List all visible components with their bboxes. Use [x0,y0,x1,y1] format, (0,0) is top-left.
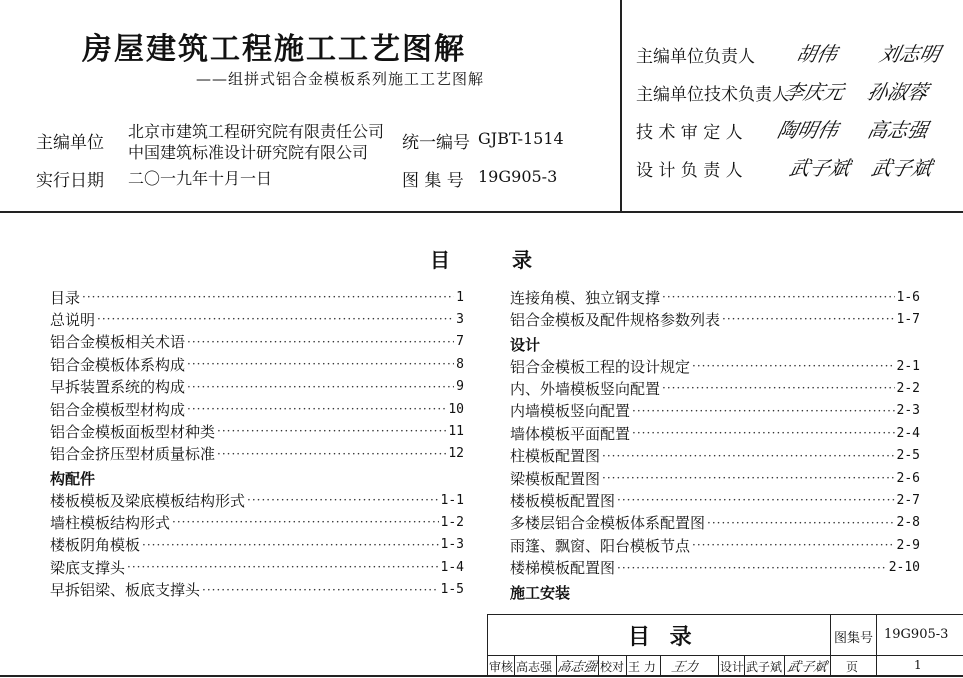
toc-leader-dots [722,312,895,326]
toc-entry-title: 梁模板配置图 [510,469,601,488]
header-divider [620,0,622,212]
toc-heading-left: 目 [430,248,450,272]
page-label: 页 [846,660,859,674]
toc-entry-page: 1-7 [896,311,920,327]
title-block-atlas-value: 19G905-3 [884,627,949,642]
toc-entry-title: 楼板模板配置图 [510,491,616,510]
toc-leader-dots [617,561,887,575]
toc-entry-page: 2-3 [896,403,920,419]
toc-entry-title: 铝合金模板型材构成 [50,400,186,419]
toc-leader-dots [632,426,895,440]
toc-entry[interactable] [510,423,920,443]
toc-leader-dots [172,515,439,529]
toc-leader-dots [602,449,895,463]
toc-entry-page: 2-5 [896,448,920,464]
toc-entry-title: 雨篷、飘窗、阳台模板节点 [510,536,691,555]
toc-leader-dots [692,538,895,552]
toc-entry[interactable] [50,512,464,532]
toc-entry-title: 内、外墙模板竖向配置 [510,379,661,398]
toc-entry-title: 柱模板配置图 [510,447,601,466]
responsibility-label-2: 主编单位技术负责人 [636,85,789,105]
title-block-atlas-label: 图集号 [834,631,874,646]
editor-unit-1: 北京市建筑工程研究院有限责任公司 [128,122,385,141]
review-signature: 高志强 [555,660,599,675]
toc-leader-dots [202,583,439,597]
check-name: 王 力 [628,660,656,674]
toc-leader-dots [707,516,895,530]
design-name: 武子斌 [746,660,783,674]
toc-entry-page: 1-5 [440,582,464,598]
toc-entry-title: 铝合金模板体系构成 [50,355,186,374]
toc-entry[interactable] [510,401,920,421]
atlas-label: 图 集 号 [402,171,464,191]
toc-leader-dots [127,560,439,574]
toc-entry[interactable] [50,535,464,555]
section-components: 构配件 [50,470,96,488]
toc-entry-page: 1-3 [440,537,464,553]
toc-entry-title: 铝合金挤压型材质量标准 [50,445,216,464]
toc-entry[interactable] [50,377,464,397]
design-label: 设计 [720,660,745,674]
signature-3b: 高志强 [865,118,931,142]
toc-entry-page: 2-9 [896,537,920,553]
toc-leader-dots [617,493,895,507]
toc-entry[interactable] [50,354,464,374]
toc-leader-dots [97,312,454,326]
toc-entry[interactable] [510,378,920,398]
toc-leader-dots [187,357,454,371]
signature-1b: 刘志明 [877,42,943,66]
page-bottom-border [0,675,963,677]
toc-entry[interactable] [510,468,920,488]
editor-unit-2: 中国建筑标准设计研究院有限公司 [128,143,369,162]
section-install: 施工安装 [510,584,571,602]
toc-heading-right: 录 [512,248,532,272]
toc-entry[interactable] [50,399,464,419]
toc-leader-dots [662,381,895,395]
toc-entry[interactable] [510,535,920,555]
toc-entry-title: 楼板模板及梁底模板结构形式 [50,491,246,510]
responsibility-label-1: 主编单位负责人 [636,47,755,67]
toc-entry[interactable] [50,421,464,441]
toc-entry-title: 楼梯模板配置图 [510,559,616,578]
toc-entry[interactable] [510,513,920,533]
toc-entry[interactable] [510,287,920,307]
toc-leader-dots [692,359,895,373]
design-signature: 武子斌 [785,660,829,675]
toc-leader-dots [217,447,446,461]
toc-entry[interactable] [50,332,464,352]
section-design: 设计 [510,336,541,354]
check-signature: 王力 [669,660,700,675]
document-subtitle: ——组拼式铝合金模板系列施工工艺图解 [196,70,485,88]
toc-entry-title: 铝合金模板面板型材种类 [50,422,216,441]
toc-entry-page: 1-6 [896,289,920,305]
toc-leader-dots [82,290,454,304]
signature-2a: 李庆元 [781,80,847,104]
code-value: GJBT-1514 [478,129,564,148]
toc-entry-title: 墙柱模板结构形式 [50,513,171,532]
header-bottom-border [0,211,963,213]
responsibility-label-3: 技 术 审 定 人 [636,123,743,143]
toc-entry-page: 2-2 [896,380,920,396]
toc-leader-dots [187,380,454,394]
toc-leader-dots [662,290,895,304]
toc-entry[interactable] [50,557,464,577]
toc-entry-title: 内墙模板竖向配置 [510,402,631,421]
toc-entry-title: 早拆装置系统的构成 [50,378,186,397]
toc-entry-page: 10 [448,401,464,417]
toc-entry-title: 总说明 [50,310,96,329]
signature-4a: 武子斌 [787,156,853,180]
toc-entry-page: 1 [456,289,464,305]
toc-entry-title: 铝合金模板相关术语 [50,333,186,352]
toc-entry-page: 3 [456,311,464,327]
toc-entry-title: 墙体模板平面配置 [510,424,631,443]
toc-entry[interactable] [50,580,464,600]
toc-entry[interactable] [50,444,464,464]
document-title: 房屋建筑工程施工工艺图解 [82,32,466,67]
review-label: 审核 [489,660,514,674]
toc-entry-title: 多楼层铝合金模板体系配置图 [510,514,706,533]
toc-entry-page: 11 [448,423,464,439]
title-block-title: 目 录 [628,624,698,650]
signature-4b: 武子斌 [869,156,935,180]
toc-entry[interactable] [510,558,920,578]
toc-entry-page: 2-1 [896,358,920,374]
toc-entry-page: 9 [456,379,464,395]
review-name: 高志强 [516,660,553,674]
page-value: 1 [914,658,922,672]
editor-label: 主编单位 [36,133,104,153]
toc-entry[interactable] [510,490,920,510]
toc-entry-page: 2-10 [888,560,920,576]
toc-entry-title: 梁底支撑头 [50,558,126,577]
toc-leader-dots [602,471,895,485]
toc-entry-title: 铝合金模板工程的设计规定 [510,357,691,376]
toc-leader-dots [247,493,439,507]
date-value: 二〇一九年十月一日 [128,169,273,188]
toc-leader-dots [187,335,454,349]
toc-entry-page: 2-8 [896,515,920,531]
toc-entry-page: 12 [448,446,464,462]
toc-entry[interactable] [510,446,920,466]
toc-entry-page: 1-2 [440,514,464,530]
toc-entry-title: 楼板阴角模板 [50,536,141,555]
toc-entry[interactable] [510,356,920,376]
signature-1a: 胡伟 [794,42,840,66]
toc-entry[interactable] [50,287,464,307]
toc-entry-title: 早拆铝梁、板底支撑头 [50,581,201,600]
toc-entry-page: 8 [456,356,464,372]
code-label: 统一编号 [402,133,470,153]
toc-entry[interactable] [510,309,920,329]
toc-entry-page: 2-4 [896,425,920,441]
date-label: 实行日期 [36,171,104,191]
toc-entry-title: 连接角模、独立钢支撑 [510,288,661,307]
toc-leader-dots [217,424,446,438]
toc-leader-dots [187,402,446,416]
signature-3a: 陶明伟 [775,118,841,142]
toc-entry-title: 目录 [50,288,81,307]
toc-leader-dots [142,538,439,552]
check-label: 校对 [600,660,625,674]
toc-entry-title: 铝合金模板及配件规格参数列表 [510,310,721,329]
toc-entry-page: 1-4 [440,559,464,575]
signature-2b: 孙淑蓉 [865,80,931,104]
atlas-value: 19G905-3 [478,167,558,186]
toc-entry-page: 7 [456,334,464,350]
toc-entry-page: 2-6 [896,470,920,486]
toc-entry-page: 2-7 [896,492,920,508]
toc-entry[interactable] [50,309,464,329]
toc-entry[interactable] [50,490,464,510]
responsibility-label-4: 设 计 负 责 人 [636,161,743,181]
toc-leader-dots [632,404,895,418]
toc-entry-page: 1-1 [440,492,464,508]
